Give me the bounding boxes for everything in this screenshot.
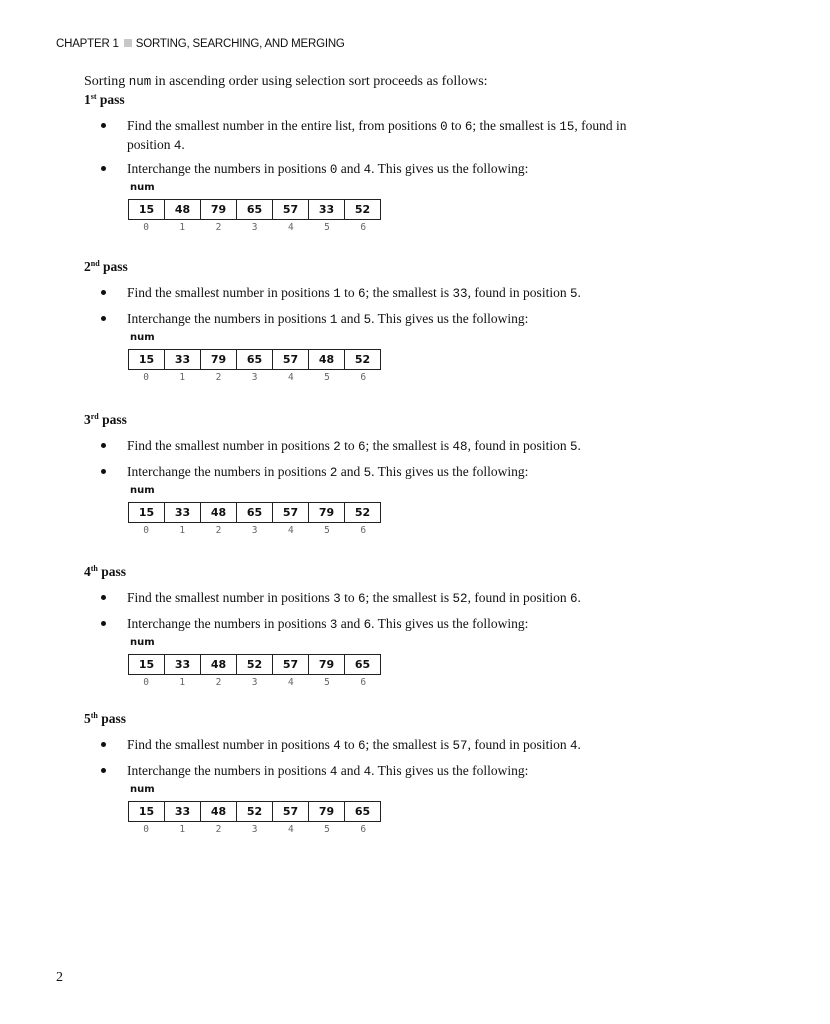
intro-code: num [128,75,152,89]
array-cell: 57 [273,655,309,674]
bullet-find-smallest [127,284,627,303]
array-name-label: num [130,485,155,496]
bullet-code: 2 [329,466,338,480]
array-name-label: num [130,182,155,193]
bullet-code: 6 [464,120,473,134]
bullet-interchange [127,762,627,781]
array-index: 3 [251,677,258,688]
pass-word: pass [97,564,127,579]
array-index: 3 [251,222,258,233]
index-row [128,677,381,688]
running-head [56,38,345,50]
pass-number: 4 [84,564,91,579]
array-index: 3 [251,824,258,835]
pass-ordinal-suffix: nd [90,259,100,268]
bullet-text: Find the smallest number in the entire list, from positions [127,118,441,133]
bullet-code: 3 [333,592,341,606]
bullet-code: 6 [358,739,366,753]
bullet-text: Find the smallest number in positions [127,285,334,300]
array-index: 2 [215,372,222,383]
array-box [128,502,381,523]
bullet-interchange [127,615,627,634]
array-cell: 48 [309,350,345,369]
array-cell: 33 [165,503,201,522]
bullet-code: 2 [333,440,341,454]
chapter-title: SORTING, SEARCHING, AND MERGING [135,38,345,50]
array-index: 6 [360,222,367,233]
intro-text-before: Sorting [84,74,129,89]
array-cell: 48 [165,200,201,219]
array-name-label: num [130,784,155,795]
array-index: 4 [287,824,294,835]
separator-square-icon [124,39,132,47]
bullet-code: 4 [173,139,182,153]
array-index: 3 [251,372,258,383]
array-index: 5 [324,372,330,383]
array-cell: 79 [309,655,345,674]
array-index: 0 [143,677,149,688]
intro-text-after: in ascending order using selection sort proceeds as follows: [151,74,488,89]
bullet-text: . This gives us the following: [371,311,529,326]
bullet-text: . This gives us the following: [371,464,529,479]
array-cell: 15 [129,802,165,821]
bullet-code: 6 [569,592,578,606]
array-box [128,654,381,675]
array-index: 6 [360,677,367,688]
index-row [128,525,381,536]
bullet-text: Interchange the numbers in positions [127,464,330,479]
bullet-text: ; the smallest is [365,438,453,453]
array-cell: 65 [354,658,371,671]
bullet-text: . This gives us the following: [371,161,529,176]
array-index: 5 [324,677,330,688]
bullet-text: and [337,464,364,479]
bullet-text: Interchange the numbers in positions [127,311,330,326]
bullet-text: to [340,590,359,605]
bullet-code: 48 [452,440,468,454]
pass-ordinal-suffix: th [90,711,98,720]
array-cell: 79 [309,802,345,821]
bullet-find-smallest [127,736,627,755]
bullet-text: Find the smallest number in positions [127,590,334,605]
array-cell: 52 [354,506,371,519]
array-index: 1 [179,525,186,536]
array-index: 0 [143,525,149,536]
bullet-text: Interchange the numbers in positions [127,763,330,778]
array-index: 5 [324,222,330,233]
bullet-text: Find the smallest number in positions [127,438,334,453]
bullet-code: 33 [452,287,468,301]
bullet-code: 1 [329,313,338,327]
bullet-interchange [127,160,627,179]
array-cell: 33 [165,655,201,674]
bullet-code: 6 [358,592,366,606]
bullet-text: to [340,737,359,752]
array-box [128,801,381,822]
array-index: 4 [287,222,294,233]
array-index: 5 [324,824,330,835]
bullet-text: to [340,285,359,300]
bullet-text: . [181,137,185,152]
pass-word: pass [96,92,125,107]
pass-word: pass [99,259,128,274]
array-index: 2 [215,222,222,233]
array-cell: 57 [273,350,309,369]
bullet-interchange [127,463,627,482]
pass-heading [84,259,128,275]
array-index: 0 [143,824,149,835]
array-index: 4 [287,372,294,383]
pass-number: 2 [84,259,91,274]
bullet-text: to [447,118,465,133]
pass-heading [84,711,126,727]
pass-ordinal-suffix: th [90,564,98,573]
array-cell: 15 [129,503,165,522]
bullet-text: ; the smallest is [365,737,453,752]
pass-heading [84,92,125,108]
bullet-text: , found in position [467,285,570,300]
array-cell: 52 [354,353,371,366]
bullet-text: Interchange the numbers in positions [127,161,330,176]
bullet-text: , found in position [127,118,627,152]
array-cell: 15 [129,200,165,219]
bullet-find-smallest [127,437,627,456]
array-index: 6 [360,525,367,536]
bullet-text: . [577,737,581,752]
bullet-text: to [340,438,359,453]
bullet-text: Interchange the numbers in positions [127,616,330,631]
array-cell: 48 [201,503,237,522]
array-cell: 52 [354,203,371,216]
pass-word: pass [97,711,127,726]
bullet-text: Find the smallest number in positions [127,737,334,752]
bullet-text: , found in position [467,590,570,605]
bullet-code: 15 [559,120,575,134]
bullet-text: and [337,616,364,631]
array-index: 2 [215,525,222,536]
chapter-label: CHAPTER 1 [56,38,119,50]
array-cell: 79 [309,503,345,522]
array-cell: 48 [201,655,237,674]
array-index: 1 [179,824,186,835]
bullet-code: 1 [333,287,341,301]
array-cell: 65 [237,503,273,522]
bullet-code: 5 [363,466,372,480]
bullet-code: 0 [329,163,338,177]
pass-ordinal-suffix: st [90,92,97,101]
index-row [128,824,381,835]
bullet-text: . [577,438,581,453]
bullet-text: and [337,161,364,176]
bullet-code: 4 [329,765,338,779]
array-cell: 57 [273,503,309,522]
array-cell: 57 [273,200,309,219]
bullet-text: , found in position [467,438,570,453]
bullet-text: . [577,285,581,300]
bullet-code: 0 [440,120,448,134]
pass-word: pass [98,412,127,427]
bullet-text: and [337,311,364,326]
bullet-code: 6 [358,287,366,301]
bullet-code: 5 [569,440,578,454]
array-cell: 79 [201,350,237,369]
bullet-text: . This gives us the following: [371,763,529,778]
array-cell: 33 [165,350,201,369]
array-cell: 48 [201,802,237,821]
array-cell: 52 [237,655,273,674]
array-cell: 79 [201,200,237,219]
bullet-code: 4 [333,739,341,753]
array-index: 0 [143,372,149,383]
array-index: 6 [360,372,367,383]
intro-paragraph [84,74,488,90]
bullet-text: ; the smallest is [472,118,560,133]
bullet-text: . [577,590,581,605]
bullet-text: and [337,763,364,778]
array-index: 4 [287,677,294,688]
bullet-find-smallest [127,117,627,155]
bullet-code: 6 [363,618,372,632]
bullet-code: 3 [329,618,338,632]
bullet-code: 57 [452,739,468,753]
array-index: 3 [251,525,258,536]
array-index: 4 [287,525,294,536]
array-box [128,199,381,220]
pass-number: 5 [84,711,91,726]
array-cell: 57 [273,802,309,821]
array-index: 1 [179,372,186,383]
bullet-text: . This gives us the following: [371,616,529,631]
bullet-find-smallest [127,589,627,608]
array-index: 2 [215,677,222,688]
bullet-text: ; the smallest is [365,590,453,605]
bullet-text: ; the smallest is [365,285,453,300]
array-index: 6 [360,824,367,835]
array-index: 1 [179,677,186,688]
array-index: 0 [143,222,149,233]
bullet-code: 4 [363,163,372,177]
array-name-label: num [130,637,155,648]
bullet-code: 4 [569,739,578,753]
array-cell: 65 [237,200,273,219]
bullet-code: 6 [358,440,366,454]
index-row [128,372,381,383]
array-cell: 15 [129,350,165,369]
pass-ordinal-suffix: rd [90,412,99,421]
array-index: 2 [215,824,222,835]
bullet-code: 5 [363,313,372,327]
page-number: 2 [56,970,63,985]
pass-heading [84,412,127,428]
array-index: 1 [179,222,186,233]
pass-heading [84,564,126,580]
array-index: 5 [324,525,330,536]
bullet-code: 52 [452,592,468,606]
pass-number: 3 [84,412,91,427]
array-box [128,349,381,370]
bullet-code: 4 [363,765,372,779]
array-name-label: num [130,332,155,343]
bullet-text: , found in position [467,737,570,752]
pass-number: 1 [84,92,91,107]
array-cell: 33 [165,802,201,821]
array-cell: 15 [129,655,165,674]
array-cell: 33 [309,200,345,219]
index-row [128,222,381,233]
array-cell: 65 [354,805,371,818]
array-cell: 52 [237,802,273,821]
array-cell: 65 [237,350,273,369]
bullet-interchange [127,310,627,329]
bullet-code: 5 [569,287,578,301]
